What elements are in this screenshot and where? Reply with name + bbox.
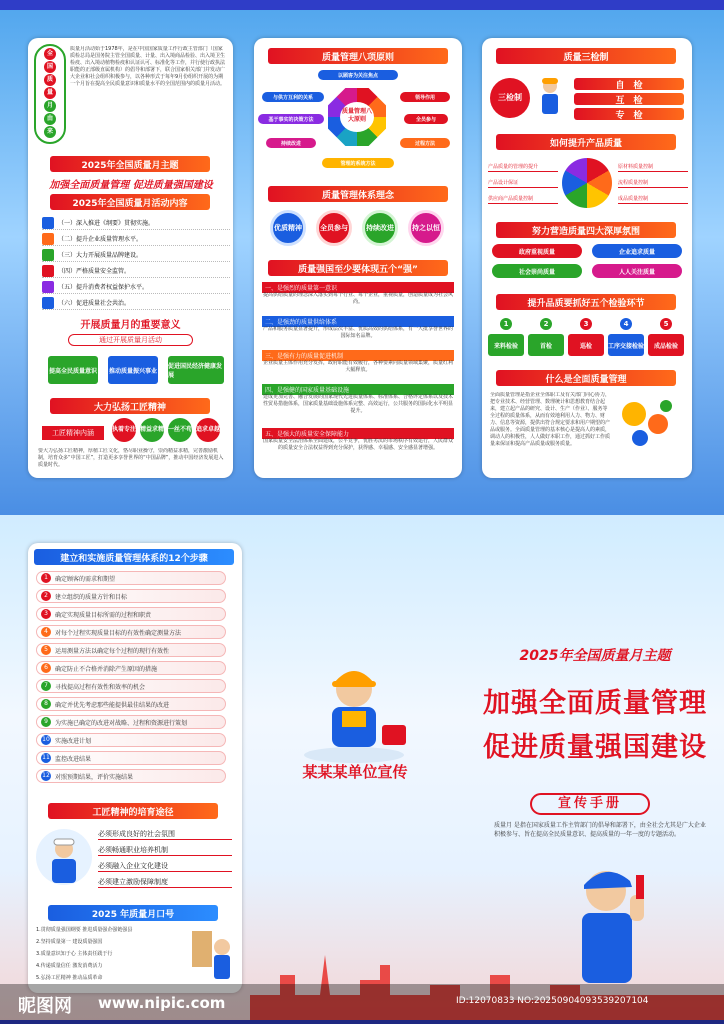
craftsman-icon	[34, 827, 94, 891]
system-circle: 优质精神	[270, 210, 306, 246]
check-item: 工序交接检验	[608, 334, 644, 356]
three-item: 互 检	[574, 93, 684, 105]
cultivate-title-bar: 工匠精神的培育途径	[48, 803, 218, 819]
content-item: （三）大力开展质量品牌建设。	[42, 248, 230, 262]
improve-right: 成品质量控制	[618, 196, 688, 204]
cover-line2: 促进质量强国建设	[483, 732, 707, 763]
five-item-heading: 三、是强有力的质量促进机制	[262, 350, 454, 361]
watermark-bar	[0, 984, 724, 1024]
origin-char: 月	[44, 100, 56, 112]
what-text: 全面质量管理是指企业全体职工及有关部门同心协力，把专业技术、经营管理、数理统计和思想教育结合起来，建立起产品的研究、设计、生产（作业）、服务等全过程的质量体系，从而有效地利用人力、物力、财力、信息等资源，提供出符合规定要求和用户期望的产品或服务。全面质量管理的基本核心是提高人的素质，调动人的积极性，人人做好本职工作，通过抓好工作质量来保证和提高产品质量或服务质量。	[490, 392, 610, 447]
improve-wheel	[562, 158, 612, 208]
check-item: 成品检验	[648, 334, 684, 356]
eight-diagram	[258, 68, 458, 176]
origin-char: 全	[44, 48, 56, 60]
cultivate-item: 必须畅通职业培养机制	[98, 845, 232, 856]
content-title-bar: 2025年全国质量月活动内容	[50, 194, 210, 210]
five-item-text: 产品和服务质量显著提升，形成层次丰富、优质高效的供给体系，有一大批享誉世界的国际知名品牌。	[262, 326, 453, 339]
spirit-title-bar: 大力弘扬工匠精神	[50, 398, 210, 414]
spirit-circle: 执着专注	[112, 418, 136, 442]
three-label: 三检制	[490, 78, 530, 118]
check-title-bar: 提升品质要抓好五个检验环节	[496, 294, 676, 310]
step-item: 7 寻找提高过程有效性和效率的机会	[36, 679, 226, 693]
slogan-item: 2.坚持质量第一 建设质量强国	[36, 939, 103, 945]
origin-char: 质	[44, 74, 56, 86]
theme-slogan: 加强全面质量管理 促进质量强国建设	[49, 180, 213, 191]
spirit-circle: 追求卓越	[196, 418, 220, 442]
five-title-bar: 质量强国至少要体现五个“强”	[268, 260, 448, 276]
mascot-illustration	[296, 655, 412, 765]
slogan-item: 4.传递质量信任 激发消费活力	[36, 963, 103, 969]
significance-sub: 通过开展质量月活动	[68, 334, 193, 346]
watermark-logo: 昵图网	[18, 996, 72, 1017]
slogan-list	[36, 927, 186, 989]
deep-item: 人人关注质量	[592, 264, 682, 278]
check-num: 4	[620, 318, 632, 330]
step-item: 3 确定实现质量目标所需的过程和职责	[36, 607, 226, 621]
deep-title-bar: 努力营造质量四大深厚氛围	[496, 222, 676, 238]
check-item: 来料检验	[488, 334, 524, 356]
left-panel-bottom	[28, 543, 242, 993]
five-item-text: 国家质量安全法治体系全面建成，公平竞争，优胜劣汰的市场秩序有效运行，人民群众的质量安全合法权益得到充分保护，获得感、幸福感、安全感显著增强。	[262, 438, 453, 451]
deep-item: 政府重视质量	[492, 244, 582, 258]
eight-label: 与供方互利的关系	[262, 92, 324, 102]
worker-icon	[536, 76, 564, 118]
workers-icon	[188, 927, 236, 987]
worker-thumbs-up-illustration	[560, 855, 660, 995]
five-item-text: 建成更加完善、融合发展的国家现代先进质量体系、标准体系、合格评定体系以及技术性贸易措施体系，国家质量基础设施体系完整、高效运行，公共服务的国际化水平明显提升。	[262, 394, 453, 414]
eight-label: 以顾客为关注焦点	[318, 70, 398, 80]
significance-title: 开展质量月的重要意义	[80, 320, 181, 331]
cultivate-list	[98, 829, 232, 893]
spirit-label: 工匠精神内涵	[42, 426, 104, 440]
five-item-heading: 四、是强健的国家质量基础设施	[262, 384, 454, 395]
origin-char: 来	[44, 126, 56, 138]
step-item: 6 确定防止不合格并消除产生原因的措施	[36, 661, 226, 675]
left-panel-top	[28, 38, 233, 478]
content-item: （二）提升企业质量管理水平。	[42, 232, 230, 246]
step-item: 5 运用测量方法以确定每个过程的现行有效性	[36, 643, 226, 657]
cultivate-item: 必须建立激励保障制度	[98, 877, 232, 888]
cultivate-item: 必须形成良好的社会氛围	[98, 829, 232, 840]
deep-item: 社会崇尚质量	[492, 264, 582, 278]
system-circle: 持续改进	[362, 210, 398, 246]
slogan-item: 5.弘扬工匠精神 推动品质革命	[36, 975, 103, 981]
content-item: （一）深入推进《纲要》贯彻实施。	[42, 216, 230, 230]
check-num: 1	[500, 318, 512, 330]
eight-center: 质量管理八大原则	[340, 102, 374, 132]
steps-list	[36, 571, 234, 793]
step-item: 11 监控改进结果	[36, 751, 226, 765]
watermark-id: ID:12070833 NO:20250904093539207104	[456, 996, 649, 1006]
five-item-heading: 一、是强烈的质量第一意识	[262, 282, 454, 293]
improve-right: 流程质量控制	[618, 180, 688, 188]
eight-title-bar: 质量管理八项原则	[268, 48, 448, 64]
system-circle: 持之以恒	[408, 210, 444, 246]
check-num: 5	[660, 318, 672, 330]
five-item-heading: 五、是强大的质量安全保障能力	[262, 428, 454, 439]
spirit-circle: 精益求精	[140, 418, 164, 442]
five-item-heading: 二、是强劲的质量供给体系	[262, 316, 454, 327]
origin-circle-column	[34, 44, 66, 144]
theme-title-bar: 2025年全国质量月主题	[50, 156, 210, 172]
eight-label: 基于事实的决策方法	[258, 114, 324, 124]
slogan-item: 3.质量意识知于心 主体责任践于行	[36, 951, 113, 957]
improve-left: 供应商产品质量控制	[488, 196, 558, 204]
eight-label: 管理的系统方法	[322, 158, 394, 168]
step-item: 4 对每个过程实现质量目标的有效性确定测量方法	[36, 625, 226, 639]
gear-people-icon	[614, 394, 684, 454]
eight-label: 领导作用	[400, 92, 450, 102]
cultivate-item: 必须融入企业文化建设	[98, 861, 232, 872]
cover-desc: 质量月 是指在国家质量工作主管部门的倡导和部署下，由全社会尤其是广大企业积极参与、旨在提高全民质量意识、提高质量的一年一度的专题活动。	[494, 822, 706, 838]
cover-manual: 宣传手册	[530, 793, 650, 815]
slogan-item: 1.贯彻质量强国纲要 推进质量强企强链强县	[36, 927, 133, 933]
check-row	[488, 318, 686, 360]
slogan-title-bar: 2025 年质量月口号	[48, 905, 218, 921]
improve-right: 原材料质量控制	[618, 164, 688, 172]
step-item: 12 对照预期结果，评价实施结果	[36, 769, 226, 783]
five-list	[262, 282, 454, 472]
brochure-outer-side	[0, 515, 724, 1020]
significance-item: 推动质量振兴事业	[108, 356, 158, 384]
content-item: （六）促进质量社会共治。	[42, 296, 230, 310]
three-item: 专 检	[574, 108, 684, 120]
unit-name: 某某某单位宣传	[302, 763, 408, 781]
improve-title-bar: 如何提升产品质量	[496, 134, 676, 150]
five-item-text: 企业质量主体作用充分发挥，政府职能有效履行，各种要素向质量领域集聚，质量红利大幅释放。	[262, 360, 453, 373]
step-item: 8 确定并优先考虑那些能提供最佳结果的改进	[36, 697, 226, 711]
check-item: 首检	[528, 334, 564, 356]
right-panel-top	[482, 38, 692, 478]
middle-panel-top	[254, 38, 462, 478]
brochure-inner-side	[0, 10, 724, 515]
cover-line1: 加强全面质量管理	[483, 688, 707, 719]
deep-item: 企业追求质量	[592, 244, 682, 258]
steps-title-bar: 建立和实施质量管理体系的12个步骤	[34, 549, 234, 565]
what-title-bar: 什么是全面质量管理	[496, 370, 676, 386]
check-num: 3	[580, 318, 592, 330]
three-item: 自 检	[574, 78, 684, 90]
check-item: 巡检	[568, 334, 604, 356]
eight-label: 全员参与	[404, 114, 448, 124]
five-item-text: 提高供给质量的理念深入落实到每个行业、每个企业，重视质量，创造质量成为社会风尚。	[262, 292, 453, 305]
origin-char: 量	[44, 87, 56, 99]
watermark-url: www.nipic.com	[98, 994, 226, 1012]
content-item: （四）严格质量安全监管。	[42, 264, 230, 278]
origin-text: 质量月活动始于1978年，是在中国国家质量工作行政主管部门（国家质检总局是国务院主管全国质量、计量、出入境商品检验、出入境卫生检疫、出入境动植物检疫和认证认可、标准化等工作，并行使行政执法职能的正部级直属机构）的倡导和部署下，联合国家相关部门并发动广大企业和社会组织积极参与，以各种形式于每年9月份组织开展的为期一个月旨在提高全民质量意识和质量水平的全国范围内的质量月活动。	[70, 46, 226, 87]
system-circle: 全员参与	[316, 210, 352, 246]
check-num: 2	[540, 318, 552, 330]
improve-left: 产品质量的管理的提升	[488, 164, 558, 172]
system-title-bar: 质量管理体系理念	[268, 186, 448, 202]
step-item: 10 实施改进计划	[36, 733, 226, 747]
spirit-text: 要大力弘扬工匠精神，厚植工匠文化，恪尽职业操守，崇尚精益求精，完善激励机制，培育众多“中国工匠”，打造更多享誉世界的“中国品牌”，推动中国经济发展进入质量时代。	[38, 448, 224, 468]
eight-label: 持续改进	[266, 138, 316, 148]
eight-label: 过程方法	[400, 138, 450, 148]
three-title-bar: 质量三检制	[496, 48, 676, 64]
improve-left: 产品设计保证	[488, 180, 558, 188]
step-item: 1 确定顾客的需求和期望	[36, 571, 226, 585]
content-item: （五）提升消费者权益保护水平。	[42, 280, 230, 294]
significance-item: 提高全民质量意识	[48, 356, 98, 384]
spirit-circle: 一丝不苟	[168, 418, 192, 442]
origin-char: 由	[44, 113, 56, 125]
origin-char: 国	[44, 61, 56, 73]
cover-theme: 2025年全国质量月主题	[519, 648, 671, 664]
significance-item: 促进国民经济健康发展	[168, 356, 224, 384]
step-item: 2 建立组织的质量方针和目标	[36, 589, 226, 603]
step-item: 9 为实施已确定的改进对战略、过程和资源进行策划	[36, 715, 226, 729]
